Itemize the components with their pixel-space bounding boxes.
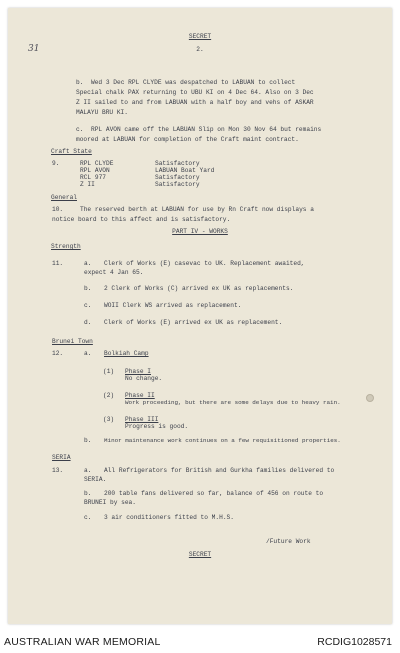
page-number: 2. bbox=[196, 46, 204, 53]
strength-item-label: b. bbox=[84, 285, 92, 292]
para-b-line: Z II sailed to and from LABUAN with a half boy and vehs of ASKAR bbox=[76, 99, 314, 106]
brunei-town-number: 12. bbox=[52, 350, 64, 357]
phase-name: Phase III bbox=[125, 416, 159, 423]
para-b-label: b. bbox=[76, 79, 84, 86]
seria-heading: SERIA bbox=[52, 454, 71, 461]
seria-item-line: BRUNEI by sea. bbox=[84, 499, 136, 506]
phase-status: Work proceeding, but there are some delays due to heavy rain. bbox=[125, 399, 341, 406]
craft-state-number: 9. bbox=[52, 160, 60, 167]
strength-item-line: WOII Clerk WS arrived as replacement. bbox=[104, 302, 242, 309]
seria-item-line: 200 table fans delivered so far, balance of 456 on route to bbox=[104, 490, 324, 497]
seria-item-label: c. bbox=[84, 514, 92, 521]
para-c-line: moored at LABUAN for completion of the Craft maint contract. bbox=[76, 136, 299, 143]
craft-state-value: Satisfactory bbox=[155, 160, 200, 167]
seria-item-line: All Refrigerators for British and Gurkha families delivered to bbox=[104, 467, 335, 474]
classification-bottom: SECRET bbox=[188, 551, 212, 558]
bolkiah-camp-title: Bolkiah Camp bbox=[104, 350, 149, 357]
para-c-line: RPL AVON came off the LABUAN Slip on Mon 30 Nov 64 but remains bbox=[91, 126, 322, 133]
brunei-item-b-text: Minor maintenance work continues on a few requisitioned properties. bbox=[104, 437, 341, 444]
strength-item-label: a. bbox=[84, 260, 92, 267]
seria-item-label: b. bbox=[84, 490, 92, 497]
general-number: 10. bbox=[52, 206, 64, 213]
institution-name: AUSTRALIAN WAR MEMORIAL bbox=[4, 636, 161, 648]
craft-name: Z II bbox=[80, 181, 95, 188]
phase-status: No change. bbox=[125, 375, 163, 382]
brunei-item-a-label: a. bbox=[84, 350, 92, 357]
strength-item-label: c. bbox=[84, 302, 92, 309]
strength-number: 11. bbox=[52, 260, 64, 267]
phase-number: (2) bbox=[103, 392, 115, 399]
classification-top: SECRET bbox=[188, 33, 212, 40]
phase-status: Progress is good. bbox=[125, 423, 189, 430]
strength-heading: Strength bbox=[51, 243, 81, 250]
document-page bbox=[8, 8, 392, 624]
para-c-label: c. bbox=[76, 126, 84, 133]
archive-footer bbox=[0, 632, 400, 653]
strength-item-line: Clerk of Works (E) casevac to UK. Replacement awaited, bbox=[104, 260, 305, 267]
seria-number: 13. bbox=[52, 467, 64, 474]
craft-state-value: LABUAN Boat Yard bbox=[155, 167, 215, 174]
craft-name: RPL AVON bbox=[80, 167, 110, 174]
strength-item-line: expect 4 Jan 65. bbox=[84, 269, 144, 276]
part-iv-title: PART IV - WORKS bbox=[172, 228, 228, 235]
strength-item-line: 2 Clerk of Works (C) arrived ex UK as replacements. bbox=[104, 285, 294, 292]
strength-item-line: Clerk of Works (E) arrived ex UK as replacement. bbox=[104, 319, 283, 326]
craft-state-heading: Craft State bbox=[51, 148, 92, 155]
phase-name: Phase II bbox=[125, 392, 155, 399]
brunei-item-b-label: b. bbox=[84, 437, 92, 444]
brunei-town-heading: Brunei Town bbox=[52, 338, 93, 345]
seria-item-line: SERIA. bbox=[84, 476, 107, 483]
continuation-note: /Future Work bbox=[266, 538, 311, 545]
craft-name: RPL CLYDE bbox=[80, 160, 114, 167]
phase-number: (1) bbox=[103, 368, 115, 375]
phase-number: (3) bbox=[103, 416, 115, 423]
general-heading: General bbox=[51, 194, 77, 201]
craft-name: RCL 977 bbox=[80, 174, 106, 181]
para-b-line: Special chalk PAX returning to UBU KI on 4 Dec 64. Also on 3 Dec bbox=[76, 89, 314, 96]
margin-page-number: 31 bbox=[28, 44, 40, 54]
para-b-line: Wed 3 Dec RPL CLYDE was despatched to LABUAN to collect bbox=[91, 79, 296, 86]
para-b-line: MALAYU BRU KI. bbox=[76, 109, 128, 116]
seria-item-label: a. bbox=[84, 467, 92, 474]
general-line: notice board to this affect and is satisfactory. bbox=[52, 216, 231, 223]
seria-item-line: 3 air conditioners fitted to M.H.S. bbox=[104, 514, 234, 521]
punch-hole bbox=[366, 394, 374, 402]
phase-name: Phase I bbox=[125, 368, 151, 375]
craft-state-value: Satisfactory bbox=[155, 181, 200, 188]
strength-item-label: d. bbox=[84, 319, 92, 326]
record-id: RCDIG1028571 bbox=[317, 636, 392, 648]
general-line: The reserved berth at LABUAN for use by Rn Craft now displays a bbox=[80, 206, 314, 213]
craft-state-value: Satisfactory bbox=[155, 174, 200, 181]
